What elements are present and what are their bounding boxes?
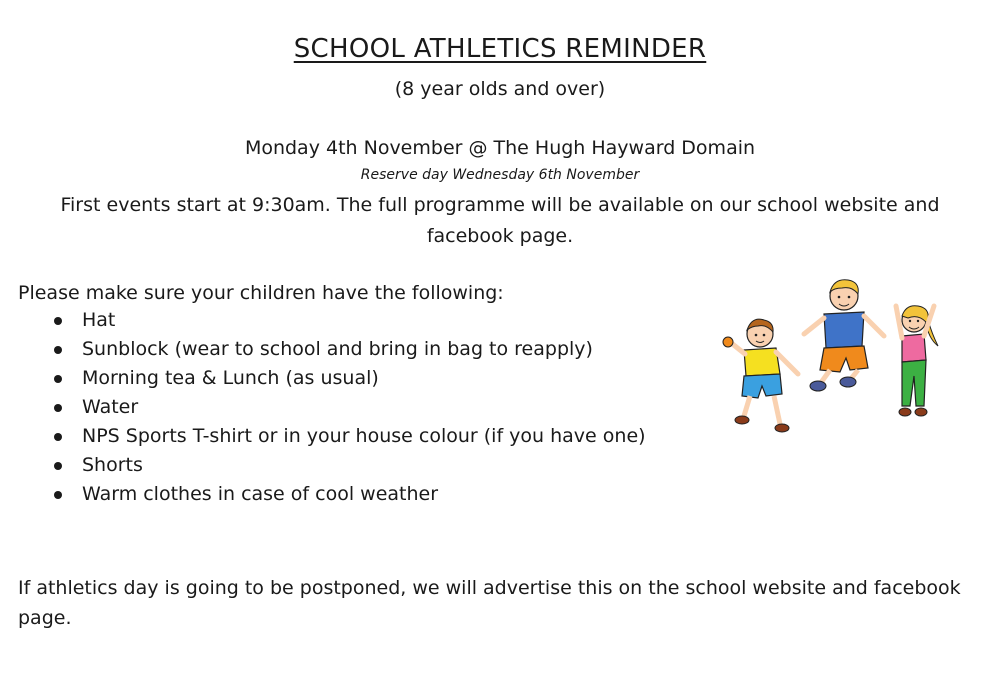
list-item-label: NPS Sports T-shirt or in your house colour (if you have one) xyxy=(82,425,646,447)
bullet-icon xyxy=(54,404,62,412)
page-subtitle: (8 year olds and over) xyxy=(394,78,606,100)
child-yellow-shirt xyxy=(723,319,798,432)
list-item xyxy=(50,422,690,451)
event-date-location: Monday 4th November @ The Hugh Hayward Domain xyxy=(244,137,756,159)
checklist-intro: Please make sure your children have the following: xyxy=(18,282,504,304)
list-item-label: Morning tea & Lunch (as usual) xyxy=(82,367,379,389)
bullet-icon xyxy=(54,317,62,325)
list-item-label: Shorts xyxy=(82,454,143,476)
child-pink-shirt xyxy=(896,306,938,416)
start-time-info: First events start at 9:30am. The full programme will be available on our school website and facebook page. xyxy=(60,194,940,247)
list-item-label: Sunblock (wear to school and bring in bag to reapply) xyxy=(82,338,593,360)
list-item xyxy=(50,451,690,480)
bullet-icon xyxy=(54,462,62,470)
list-item-label: Water xyxy=(82,396,139,418)
bullet-icon xyxy=(54,346,62,354)
bullet-icon xyxy=(54,491,62,499)
list-item xyxy=(50,306,690,335)
list-item xyxy=(50,393,690,422)
page-title: SCHOOL ATHLETICS REMINDER xyxy=(293,34,707,64)
reserve-day-note: Reserve day Wednesday 6th November xyxy=(360,167,640,183)
list-item xyxy=(50,335,690,364)
jumping-children-clipart-icon xyxy=(718,276,950,438)
checklist xyxy=(50,306,690,509)
list-item-label: Warm clothes in case of cool weather xyxy=(82,483,439,505)
list-item xyxy=(50,480,690,509)
list-item-label: Hat xyxy=(82,309,116,331)
postponement-note: If athletics day is going to be postponed, we will advertise this on the school website and facebook page. xyxy=(18,577,961,629)
bullet-icon xyxy=(54,375,62,383)
bullet-icon xyxy=(54,433,62,441)
list-item xyxy=(50,364,690,393)
child-blue-shirt xyxy=(804,280,884,391)
